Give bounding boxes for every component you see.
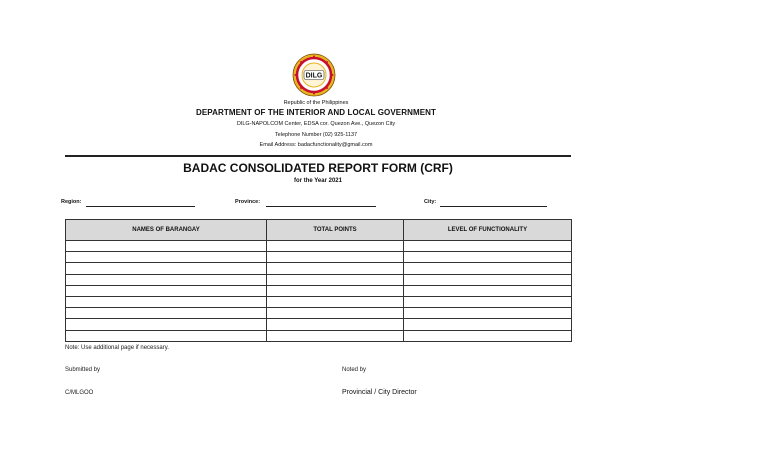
table-row (66, 274, 572, 285)
total-points-cell[interactable] (267, 263, 404, 274)
barangay-name-cell[interactable] (66, 274, 267, 285)
total-points-cell[interactable] (267, 285, 404, 296)
submitted-by-label: Submitted by (65, 367, 101, 373)
barangay-table (65, 219, 572, 342)
functionality-level-cell[interactable] (404, 330, 572, 341)
total-points-cell[interactable] (267, 252, 404, 263)
form-subtitle: for the Year 2021 (294, 178, 342, 184)
total-points-cell[interactable] (267, 308, 404, 319)
telephone-line: Telephone Number (02) 925-1137 (274, 132, 358, 138)
total-points-cell[interactable] (267, 241, 404, 252)
barangay-name-cell[interactable] (66, 330, 267, 341)
city-label: City: (424, 199, 437, 205)
table-row (66, 308, 572, 319)
functionality-level-cell[interactable] (404, 308, 572, 319)
functionality-level-cell[interactable] (404, 285, 572, 296)
region-field[interactable] (86, 206, 195, 207)
table-row (66, 252, 572, 263)
functionality-level-cell[interactable] (404, 241, 572, 252)
barangay-name-cell[interactable] (66, 263, 267, 274)
barangay-name-cell[interactable] (66, 285, 267, 296)
email-line: Email Address: badacfunctionality@gmail.com (259, 142, 373, 148)
table-row (66, 296, 572, 307)
column-header-functionality: LEVEL OF FUNCTIONALITY (404, 220, 572, 241)
submitter-title: C/MLGOO (65, 390, 94, 396)
functionality-level-cell[interactable] (404, 252, 572, 263)
column-header-total-points: TOTAL POINTS (267, 220, 404, 241)
barangay-name-cell[interactable] (66, 241, 267, 252)
total-points-cell[interactable] (267, 274, 404, 285)
noter-title: Provincial / City Director (342, 389, 417, 396)
functionality-level-cell[interactable] (404, 263, 572, 274)
department-name: DEPARTMENT OF THE INTERIOR AND LOCAL GOVERNMENT (195, 108, 437, 117)
table-header-row (66, 220, 572, 241)
total-points-cell[interactable] (267, 330, 404, 341)
note-text: Note: Use additional page if necessary. (65, 345, 169, 351)
region-label: Region: (61, 199, 82, 205)
header-divider (65, 155, 571, 157)
table-row (66, 319, 572, 330)
form-title: BADAC CONSOLIDATED REPORT FORM (CRF) (183, 161, 453, 175)
republic-label: Republic of the Philippines (283, 100, 349, 106)
total-points-cell[interactable] (267, 319, 404, 330)
barangay-name-cell[interactable] (66, 319, 267, 330)
barangay-name-cell[interactable] (66, 296, 267, 307)
noted-by-label: Noted by (342, 367, 367, 373)
total-points-cell[interactable] (267, 296, 404, 307)
functionality-level-cell[interactable] (404, 274, 572, 285)
table-row (66, 285, 572, 296)
dilg-seal-logo (292, 53, 336, 97)
table-row (66, 330, 572, 341)
address-line: DILG-NAPOLCOM Center, EDSA cor. Quezon Ave., Quezon City (236, 121, 396, 127)
barangay-name-cell[interactable] (66, 252, 267, 263)
province-field[interactable] (266, 206, 376, 207)
column-header-barangay: NAMES OF BARANGAY (66, 220, 267, 241)
svg-text:DILG: DILG (305, 72, 323, 80)
barangay-name-cell[interactable] (66, 308, 267, 319)
functionality-level-cell[interactable] (404, 296, 572, 307)
table-row (66, 241, 572, 252)
province-label: Province: (235, 199, 261, 205)
table-row (66, 263, 572, 274)
city-field[interactable] (440, 206, 547, 207)
functionality-level-cell[interactable] (404, 319, 572, 330)
